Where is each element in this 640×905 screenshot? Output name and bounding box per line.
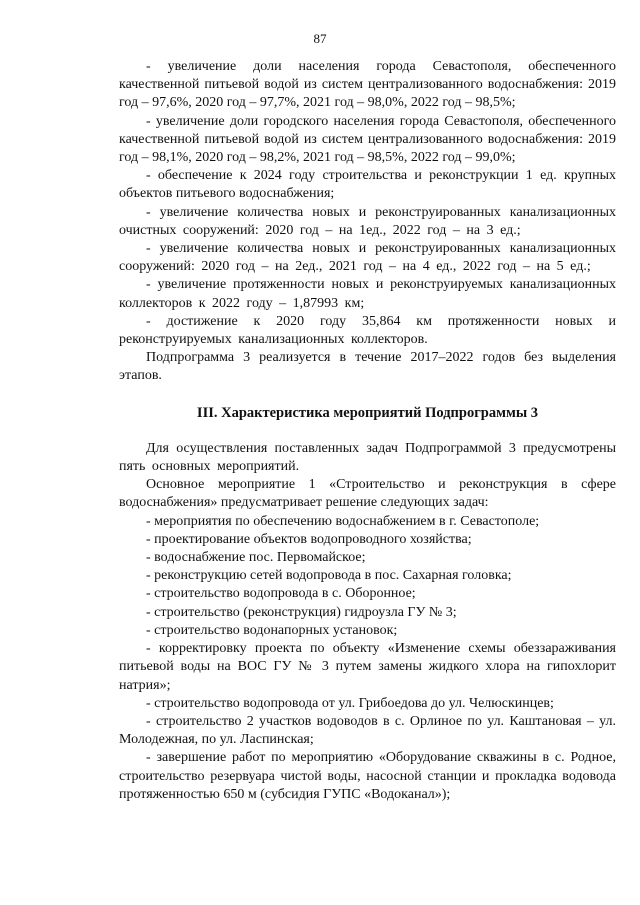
list-item: - строительство 2 участков водоводов в с. Орлиное по ул. Каштановая – ул. Молодежная, по ул. Ласпинская; (119, 713, 616, 748)
list-item: - строительство водонапорных установок; (146, 622, 398, 638)
paragraph: - увеличение количества новых и реконструированных канализационных сооружений: 2020 год – на 2ед., 2021 год – на 4 ед., 2022 год – на 5 ед.; (119, 241, 616, 275)
page-content (119, 58, 616, 804)
section-heading: III. Характеристика мероприятий Подпрограммы 3 (196, 404, 539, 421)
spacer (119, 422, 616, 440)
paragraph: - увеличение количества новых и реконструированных канализационных очистных сооружений: 2020 год – на 1ед., 2022 год – на 3 ед.; (119, 204, 616, 238)
list-item: - завершение работ по мероприятию «Оборудование скважины в с. Родное, строительство резервуара чистой воды, насосной станции и прокладка водовода протяженностью 650 м (субсидия ГУПС «Водоканал»); (119, 750, 616, 802)
list-item: - строительство водопровода от ул. Грибоедова до ул. Челюскинцев; (146, 695, 554, 711)
paragraph: - обеспечение к 2024 году строительства и реконструкции 1 ед. крупных объектов питьевого водоснабжения; (119, 168, 616, 202)
list-item: - строительство (реконструкция) гидроузла ГУ № 3; (146, 604, 457, 620)
page-number: 87 (313, 31, 327, 46)
list-item: - строительство водопровода в с. Оборонное; (146, 586, 416, 602)
list-item: - мероприятия по обеспечению водоснабжением в г. Севастополе; (146, 513, 540, 529)
paragraph: - увеличение протяженности новых и реконструируемых канализационных коллекторов к 2022 году – 1,87993 км; (119, 277, 616, 311)
paragraph: - достижение к 2020 году 35,864 км протяженности новых и реконструируемых канализационных коллекторов. (119, 313, 616, 348)
list-item: - корректировку проекта по объекту «Изменение схемы обеззараживания питьевой воды на ВОС ГУ № 3 путем замены жидкого хлора на гипохлорит натрия»; (119, 641, 616, 693)
list-item: - проектирование объектов водопроводного хозяйства; (146, 531, 472, 547)
paragraph: - увеличение доли населения города Севастополя, обеспеченного качественной питьевой водой из систем централизованного водоснабжения: 2019 год – 97,6%, 2020 год – 97,7%, 2021 год – 98,0%, 2022 год – 98,5%; (119, 59, 616, 111)
paragraph: Для осуществления поставленных задач Подпрограммой 3 предусмотрены пять основных мероприятий. (119, 440, 616, 475)
paragraph: - увеличение доли городского населения города Севастополя, обеспеченного качественной питьевой водой из систем централизованного водоснабжения: 2019 год – 98,1%, 2020 год – 98,2%, 2021 год – 98,5%, 2022 год – 99,0%; (119, 113, 616, 166)
paragraph: Подпрограмма 3 реализуется в течение 2017–2022 годов без выделения этапов. (119, 350, 616, 384)
list-item: - водоснабжение пос. Первомайское; (146, 550, 366, 566)
paragraph: Основное мероприятие 1 «Строительство и реконструкция в сфере водоснабжения» предусматривает решение следующих задач: (119, 477, 616, 511)
spacer (119, 386, 616, 404)
list-item: - реконструкцию сетей водопровода в пос. Сахарная головка; (146, 568, 512, 584)
